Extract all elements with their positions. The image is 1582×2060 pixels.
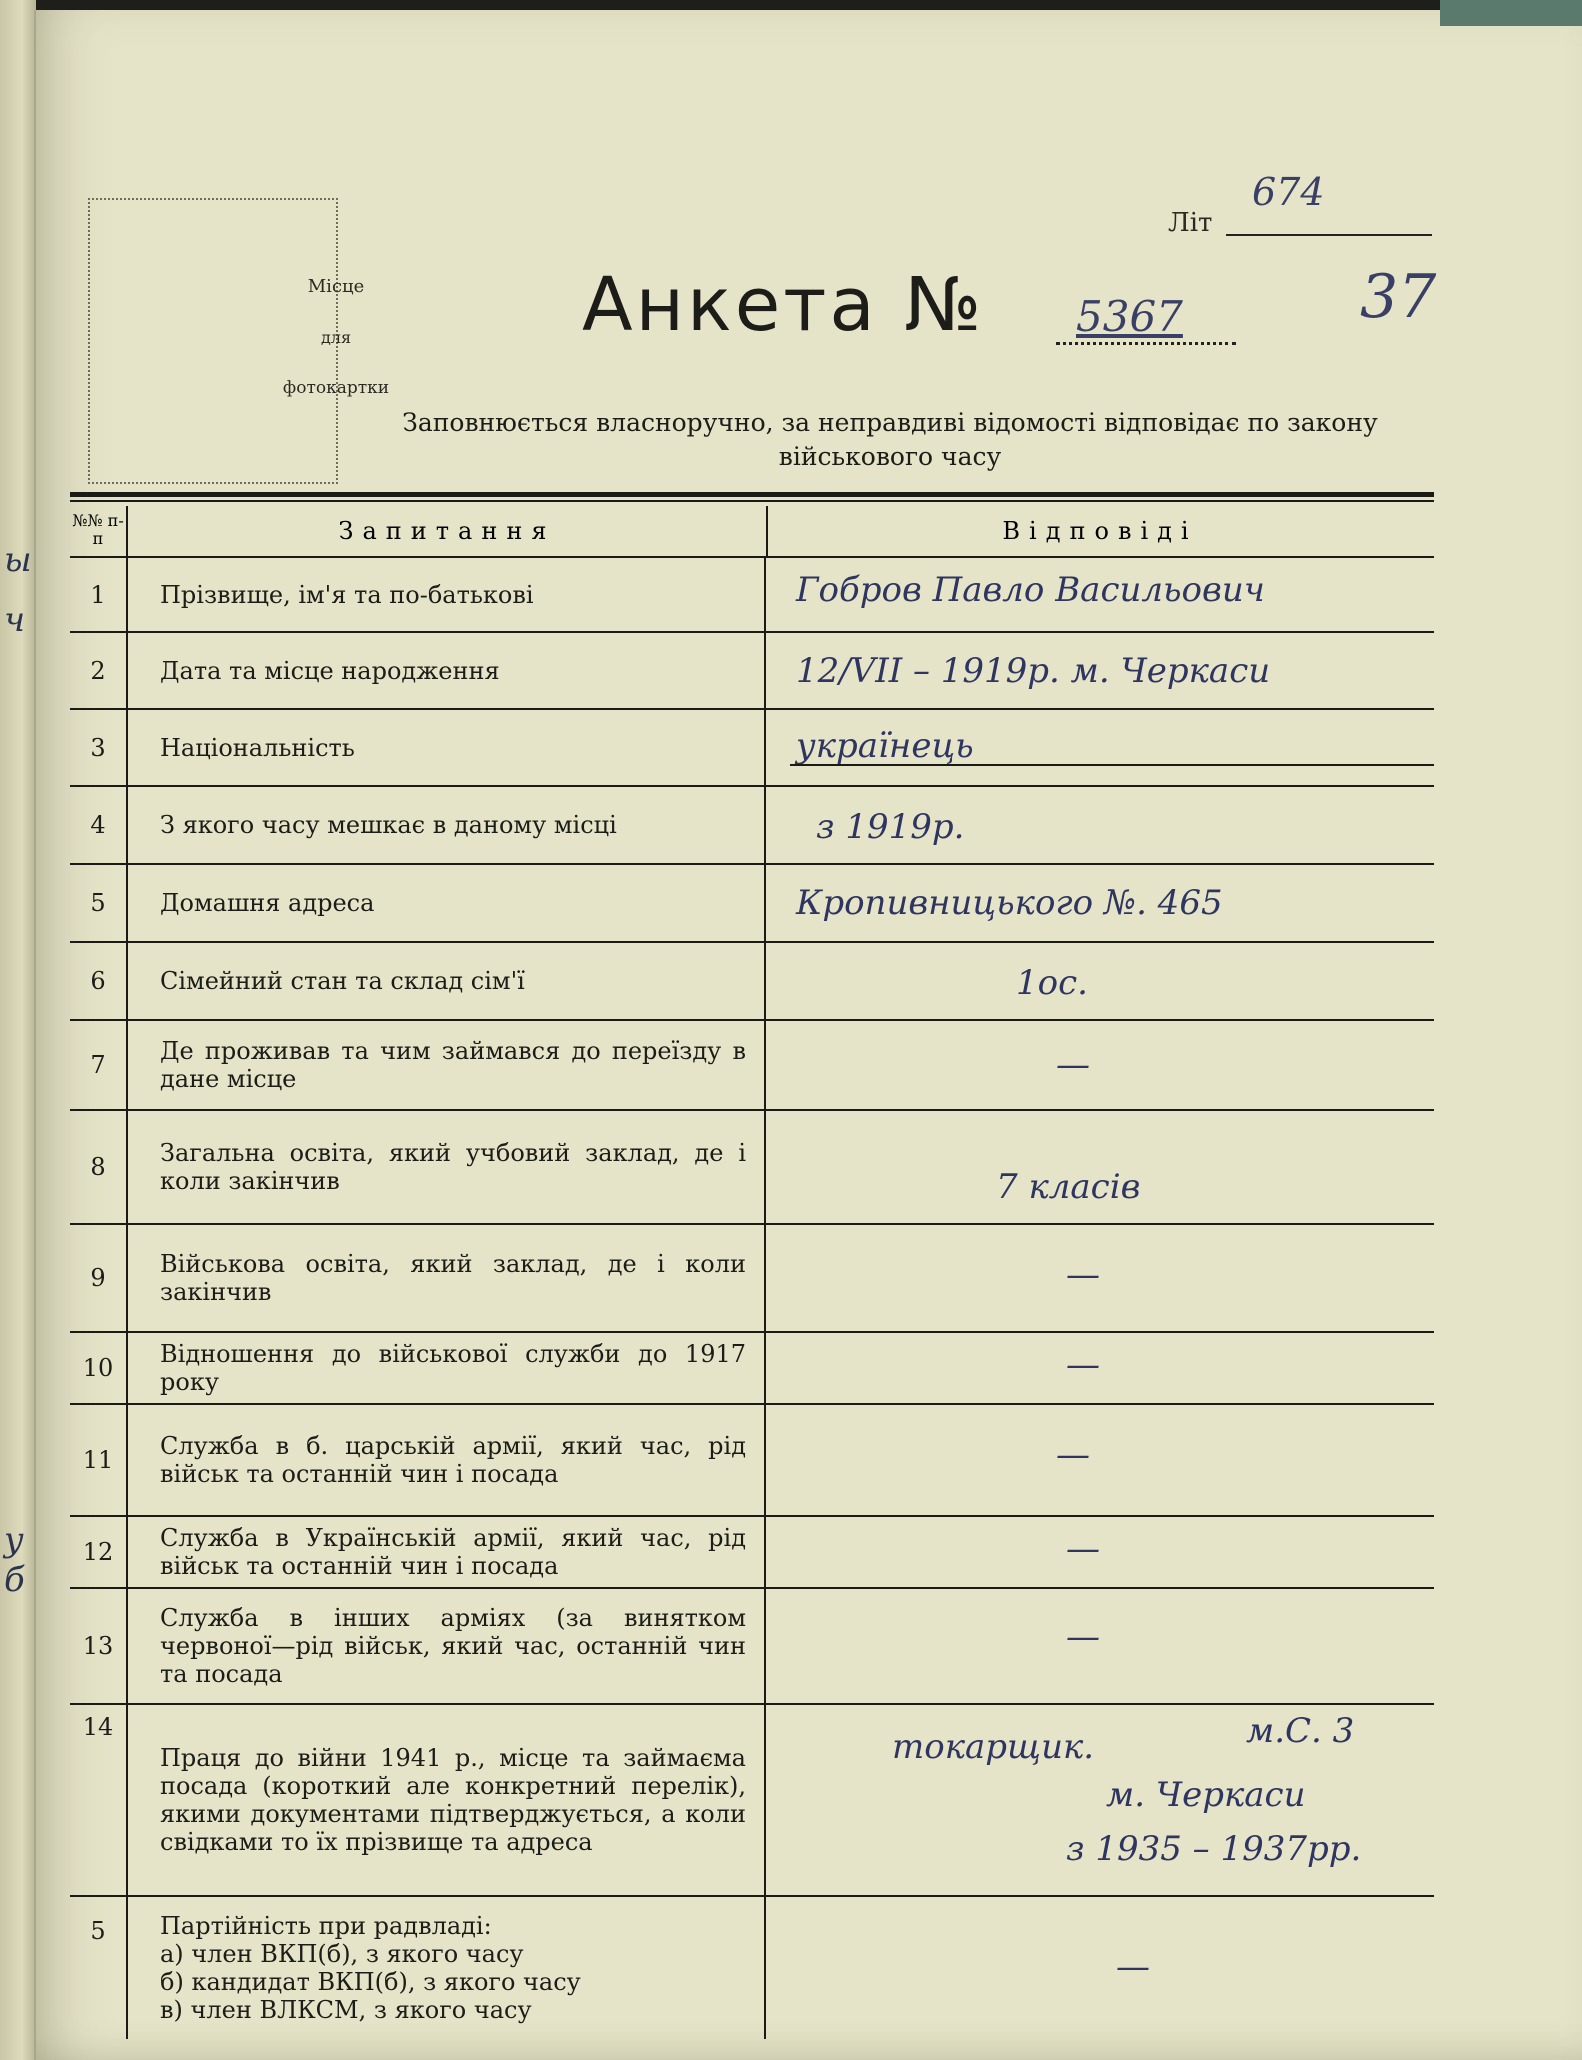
photo-label: фотокартки [282, 378, 390, 398]
table-row [70, 1333, 1434, 1405]
row-answer: з 1935 – 1937рр. [1066, 1829, 1362, 1869]
number-line [1056, 342, 1236, 345]
row-answer-cell [766, 787, 1434, 863]
row-answer-cell [766, 1111, 1434, 1223]
row-answer-cell [766, 1333, 1434, 1403]
subtitle: Заповнюється власноручно, за неправдиві відомості відповідає по закону військового часу [402, 408, 1378, 471]
photo-label: Місце [307, 276, 365, 297]
row-answer-cell [766, 865, 1434, 941]
row-number: 2 [70, 633, 128, 708]
row-question: в) член ВЛКСМ, з якого часу [160, 1996, 532, 2024]
lit-line [1226, 234, 1432, 236]
table-row [70, 633, 1434, 710]
row-answer: українець [796, 726, 974, 766]
row-question: Військова освіта, який заклад, де і коли закінчив [128, 1225, 766, 1331]
table-row [70, 710, 1434, 787]
corner-number: 37 [1360, 262, 1437, 332]
row-answer: — [1116, 1947, 1150, 1987]
row-number: 5 [70, 1897, 128, 2039]
margin-handwriting: у [4, 1520, 24, 1560]
row-answer: — [1066, 1529, 1100, 1569]
row-answer: Гобров Павло Васильович [796, 570, 1265, 610]
table-row [70, 1021, 1434, 1111]
row-number: 10 [70, 1333, 128, 1403]
row-answer-cell [766, 1021, 1434, 1109]
table-row [70, 1897, 1434, 2039]
row-answer-cell [766, 1225, 1434, 1331]
row-number: 5 [70, 865, 128, 941]
table-header [70, 506, 1434, 558]
row-answer: — [1066, 1345, 1100, 1385]
row-question: Служба в б. царській армії, який час, рід військ та останній чин і посада [128, 1405, 766, 1515]
questionnaire-number: 5367 [1076, 292, 1183, 341]
row-answer-cell [766, 710, 1434, 785]
row-question: Служба в інших арміях (за винятком червоної—рід військ, який час, останній чин та посада [128, 1589, 766, 1703]
header-rule [70, 500, 1434, 502]
row-question: З якого часу мешкає в даному місці [128, 787, 766, 863]
margin-handwriting: ч [4, 600, 26, 640]
col-question-header: Запитання [128, 506, 768, 556]
row-answer: — [1056, 1435, 1090, 1475]
row-answer-cell [766, 1589, 1434, 1703]
row-question: Національність [128, 710, 766, 785]
table-row [70, 1705, 1434, 1897]
row-number: 7 [70, 1021, 128, 1109]
row-question: а) член ВКП(б), з якого часу [160, 1940, 524, 1968]
row-number: 12 [70, 1517, 128, 1587]
adjacent-page-edge [0, 0, 36, 2060]
table-row [70, 1225, 1434, 1333]
table-row [70, 1589, 1434, 1705]
row-answer: — [1056, 1045, 1090, 1085]
row-answer-cell [766, 1405, 1434, 1515]
margin-handwriting: б [4, 1560, 25, 1600]
row-question: Відношення до військової служби до 1917 року [128, 1333, 766, 1403]
row-question: Де проживав та чим займався до переїзду в дане місце [128, 1021, 766, 1109]
row-answer: — [1066, 1255, 1100, 1295]
row-answer: — [1066, 1617, 1100, 1657]
row-answer-cell [766, 558, 1434, 631]
row-answer: м. Черкаси [1106, 1775, 1306, 1815]
row-number: 6 [70, 943, 128, 1019]
lit-value: 674 [1252, 170, 1325, 214]
row-answer-cell [766, 633, 1434, 708]
table-row [70, 1405, 1434, 1517]
row-number: 1 [70, 558, 128, 631]
questionnaire-table [70, 506, 1434, 2039]
table-row [70, 1111, 1434, 1225]
photo-label: для [320, 328, 352, 347]
page-title: Анкета № [582, 262, 985, 348]
table-row [70, 865, 1434, 943]
row-answer: Кропивницького №. 465 [796, 883, 1223, 923]
header-rule [70, 492, 1434, 497]
row-answer: м.С. 3 [1246, 1711, 1355, 1751]
row-answer: токарщик. [892, 1727, 1095, 1767]
lit-label: Літ [1168, 208, 1213, 238]
row-question: Служба в Українській армії, який час, рід військ та останній чин і посада [128, 1517, 766, 1587]
table-row [70, 787, 1434, 865]
row-answer: 1ос. [1016, 963, 1088, 1003]
row-answer: 12/VII – 1919р. м. Черкаси [796, 651, 1271, 691]
row-answer-cell [766, 1705, 1434, 1895]
row-number: 13 [70, 1589, 128, 1703]
row-question: Праця до війни 1941 р., місце та займаєма посада (короткий але конкретний перелік), якими документами підтверджується, а коли свідками то їх прізвище та адреса [128, 1705, 766, 1895]
row-question: Прізвище, ім'я та по-батькові [128, 558, 766, 631]
col-answer-header: Відповіді [1002, 517, 1198, 545]
answer-line [790, 764, 1434, 766]
photo-placeholder [88, 198, 390, 484]
row-question: Сімейний стан та склад сім'ї [128, 943, 766, 1019]
row-question: б) кандидат ВКП(б), з якого часу [160, 1968, 581, 1996]
row-answer-cell [766, 943, 1434, 1019]
row-number: 14 [70, 1705, 128, 1895]
table-row [70, 558, 1434, 633]
row-question: Дата та місце народження [128, 633, 766, 708]
table-row [70, 1517, 1434, 1589]
row-number: 11 [70, 1405, 128, 1515]
table-row [70, 943, 1434, 1021]
row-number: 9 [70, 1225, 128, 1331]
row-answer: 7 класів [996, 1167, 1141, 1207]
row-number: 3 [70, 710, 128, 785]
row-question: Загальна освіта, який учбовий заклад, де і коли закінчив [128, 1111, 766, 1223]
folder-edge [1440, 0, 1582, 26]
row-answer: з 1919р. [816, 807, 965, 847]
row-question: Домашня адреса [128, 865, 766, 941]
row-answer-cell [766, 1897, 1434, 2039]
row-number: 4 [70, 787, 128, 863]
col-num-header: №№ п-п [70, 506, 128, 556]
row-question-cell [128, 1897, 766, 2039]
row-number: 8 [70, 1111, 128, 1223]
margin-handwriting: ы [4, 540, 32, 580]
row-answer-cell [766, 1517, 1434, 1587]
row-question: Партійність при радвладі: [160, 1912, 492, 1940]
